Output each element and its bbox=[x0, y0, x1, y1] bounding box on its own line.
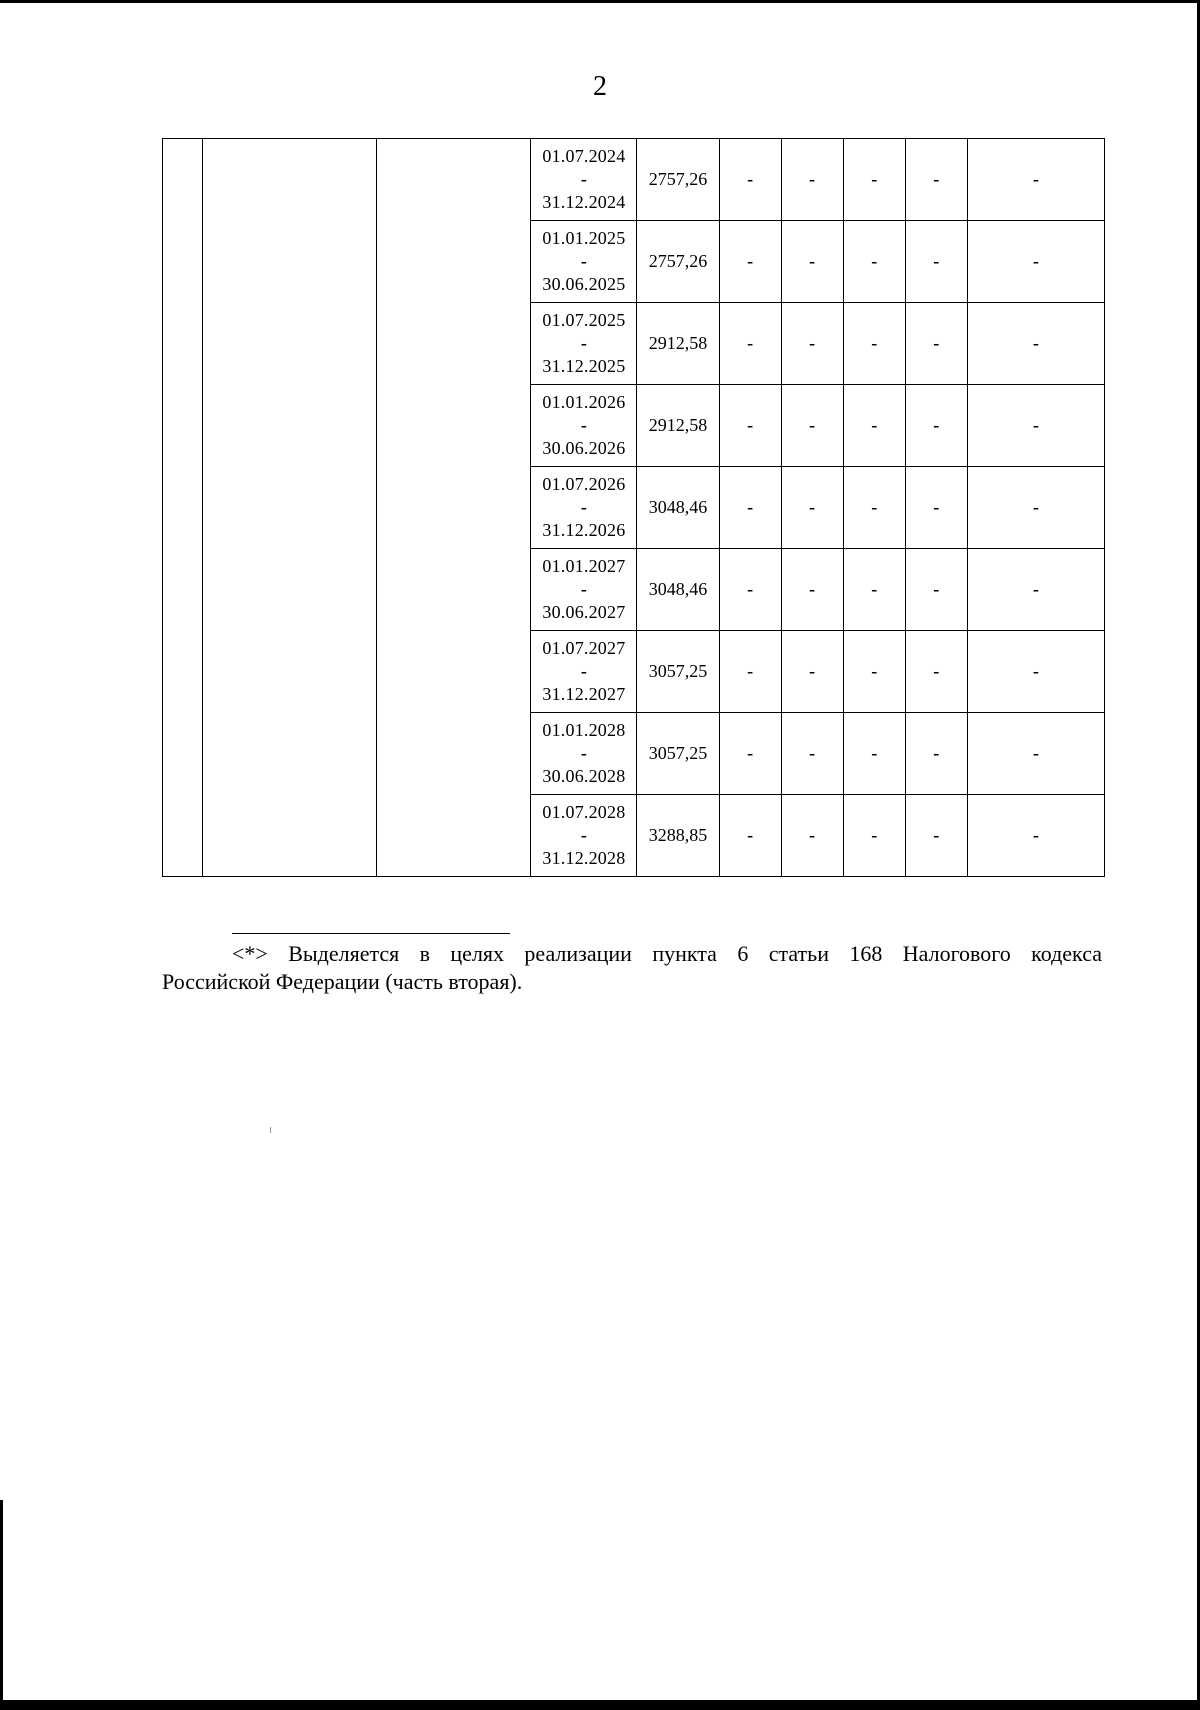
empty-value-cell: - bbox=[905, 631, 967, 713]
empty-value-cell: - bbox=[967, 467, 1104, 549]
empty-value-cell: - bbox=[905, 139, 967, 221]
period-cell bbox=[531, 385, 637, 467]
period-cell bbox=[531, 795, 637, 877]
blank-col-2 bbox=[203, 139, 377, 877]
empty-value-cell: - bbox=[781, 303, 843, 385]
blank-col-3 bbox=[377, 139, 531, 877]
empty-value-cell: - bbox=[905, 303, 967, 385]
tariff-value-cell: 3048,46 bbox=[637, 467, 719, 549]
footnote-line-2: Российской Федерации (часть вторая). bbox=[162, 969, 523, 994]
empty-value-cell: - bbox=[719, 221, 781, 303]
period-separator: - bbox=[580, 415, 588, 435]
period-start: 01.01.2028 bbox=[542, 720, 626, 740]
empty-value-cell: - bbox=[905, 713, 967, 795]
period-cell bbox=[531, 303, 637, 385]
blank-col-1 bbox=[163, 139, 203, 877]
footnote-rule bbox=[232, 933, 510, 934]
tariff-value-cell: 3048,46 bbox=[637, 549, 719, 631]
tariff-value-cell: 2912,58 bbox=[637, 303, 719, 385]
tariff-value-cell: 2757,26 bbox=[637, 221, 719, 303]
period-cell bbox=[531, 467, 637, 549]
empty-value-cell: - bbox=[905, 549, 967, 631]
period-end: 30.06.2026 bbox=[542, 438, 626, 458]
tariff-value-cell: 2757,26 bbox=[637, 139, 719, 221]
period-separator: - bbox=[580, 333, 588, 353]
period-end: 30.06.2025 bbox=[542, 274, 626, 294]
tariff-value-cell: 3057,25 bbox=[637, 631, 719, 713]
empty-value-cell: - bbox=[781, 549, 843, 631]
empty-value-cell: - bbox=[719, 467, 781, 549]
footnote bbox=[162, 940, 1102, 996]
empty-value-cell: - bbox=[719, 303, 781, 385]
empty-value-cell: - bbox=[843, 467, 905, 549]
table-body bbox=[163, 139, 1105, 877]
period-separator: - bbox=[580, 251, 588, 271]
period-separator: - bbox=[580, 497, 588, 517]
period-cell bbox=[531, 713, 637, 795]
empty-value-cell: - bbox=[905, 221, 967, 303]
period-separator: - bbox=[580, 169, 588, 189]
empty-value-cell: - bbox=[843, 713, 905, 795]
empty-value-cell: - bbox=[719, 713, 781, 795]
period-end: 31.12.2028 bbox=[542, 848, 626, 868]
empty-value-cell: - bbox=[905, 795, 967, 877]
empty-value-cell: - bbox=[967, 221, 1104, 303]
period-end: 31.12.2026 bbox=[542, 520, 626, 540]
empty-value-cell: - bbox=[719, 385, 781, 467]
empty-value-cell: - bbox=[719, 549, 781, 631]
table-row bbox=[163, 139, 1105, 221]
period-end: 31.12.2024 bbox=[542, 192, 626, 212]
scan-edge-bottom bbox=[0, 1700, 1200, 1710]
period-cell bbox=[531, 221, 637, 303]
empty-value-cell: - bbox=[781, 385, 843, 467]
empty-value-cell: - bbox=[967, 303, 1104, 385]
empty-value-cell: - bbox=[781, 795, 843, 877]
empty-value-cell: - bbox=[781, 631, 843, 713]
empty-value-cell: - bbox=[967, 713, 1104, 795]
tariff-value-cell: 3288,85 bbox=[637, 795, 719, 877]
empty-value-cell: - bbox=[781, 221, 843, 303]
empty-value-cell: - bbox=[843, 385, 905, 467]
period-separator: - bbox=[580, 579, 588, 599]
empty-value-cell: - bbox=[719, 795, 781, 877]
tariff-table bbox=[162, 138, 1105, 877]
period-end: 31.12.2025 bbox=[542, 356, 626, 376]
period-separator: - bbox=[580, 743, 588, 763]
empty-value-cell: - bbox=[843, 549, 905, 631]
scan-edge-top bbox=[0, 0, 1200, 3]
scan-speck bbox=[270, 1127, 271, 1133]
empty-value-cell: - bbox=[781, 139, 843, 221]
period-end: 30.06.2028 bbox=[542, 766, 626, 786]
period-start: 01.01.2026 bbox=[542, 392, 626, 412]
empty-value-cell: - bbox=[719, 631, 781, 713]
page-number: 2 bbox=[593, 71, 607, 102]
empty-value-cell: - bbox=[719, 139, 781, 221]
tariff-value-cell: 2912,58 bbox=[637, 385, 719, 467]
period-start: 01.07.2028 bbox=[542, 802, 626, 822]
empty-value-cell: - bbox=[967, 549, 1104, 631]
period-start: 01.07.2024 bbox=[542, 146, 626, 166]
empty-value-cell: - bbox=[843, 795, 905, 877]
empty-value-cell: - bbox=[843, 631, 905, 713]
scan-edge-left bbox=[0, 1500, 3, 1710]
period-cell bbox=[531, 139, 637, 221]
period-start: 01.07.2027 bbox=[542, 638, 626, 658]
period-start: 01.01.2025 bbox=[542, 228, 626, 248]
empty-value-cell: - bbox=[781, 467, 843, 549]
empty-value-cell: - bbox=[843, 221, 905, 303]
empty-value-cell: - bbox=[967, 139, 1104, 221]
empty-value-cell: - bbox=[967, 385, 1104, 467]
period-start: 01.01.2027 bbox=[542, 556, 626, 576]
period-separator: - bbox=[580, 825, 588, 845]
period-start: 01.07.2026 bbox=[542, 474, 626, 494]
empty-value-cell: - bbox=[843, 303, 905, 385]
period-start: 01.07.2025 bbox=[542, 310, 626, 330]
empty-value-cell: - bbox=[905, 385, 967, 467]
empty-value-cell: - bbox=[843, 139, 905, 221]
period-separator: - bbox=[580, 661, 588, 681]
period-end: 31.12.2027 bbox=[542, 684, 626, 704]
footnote-line-1: <*> Выделяется в целях реализации пункта 6 статьи 168 Налогового кодекса bbox=[232, 941, 1102, 966]
empty-value-cell: - bbox=[905, 467, 967, 549]
empty-value-cell: - bbox=[967, 795, 1104, 877]
period-end: 30.06.2027 bbox=[542, 602, 626, 622]
tariff-value-cell: 3057,25 bbox=[637, 713, 719, 795]
period-cell bbox=[531, 631, 637, 713]
period-cell bbox=[531, 549, 637, 631]
empty-value-cell: - bbox=[781, 713, 843, 795]
empty-value-cell: - bbox=[967, 631, 1104, 713]
